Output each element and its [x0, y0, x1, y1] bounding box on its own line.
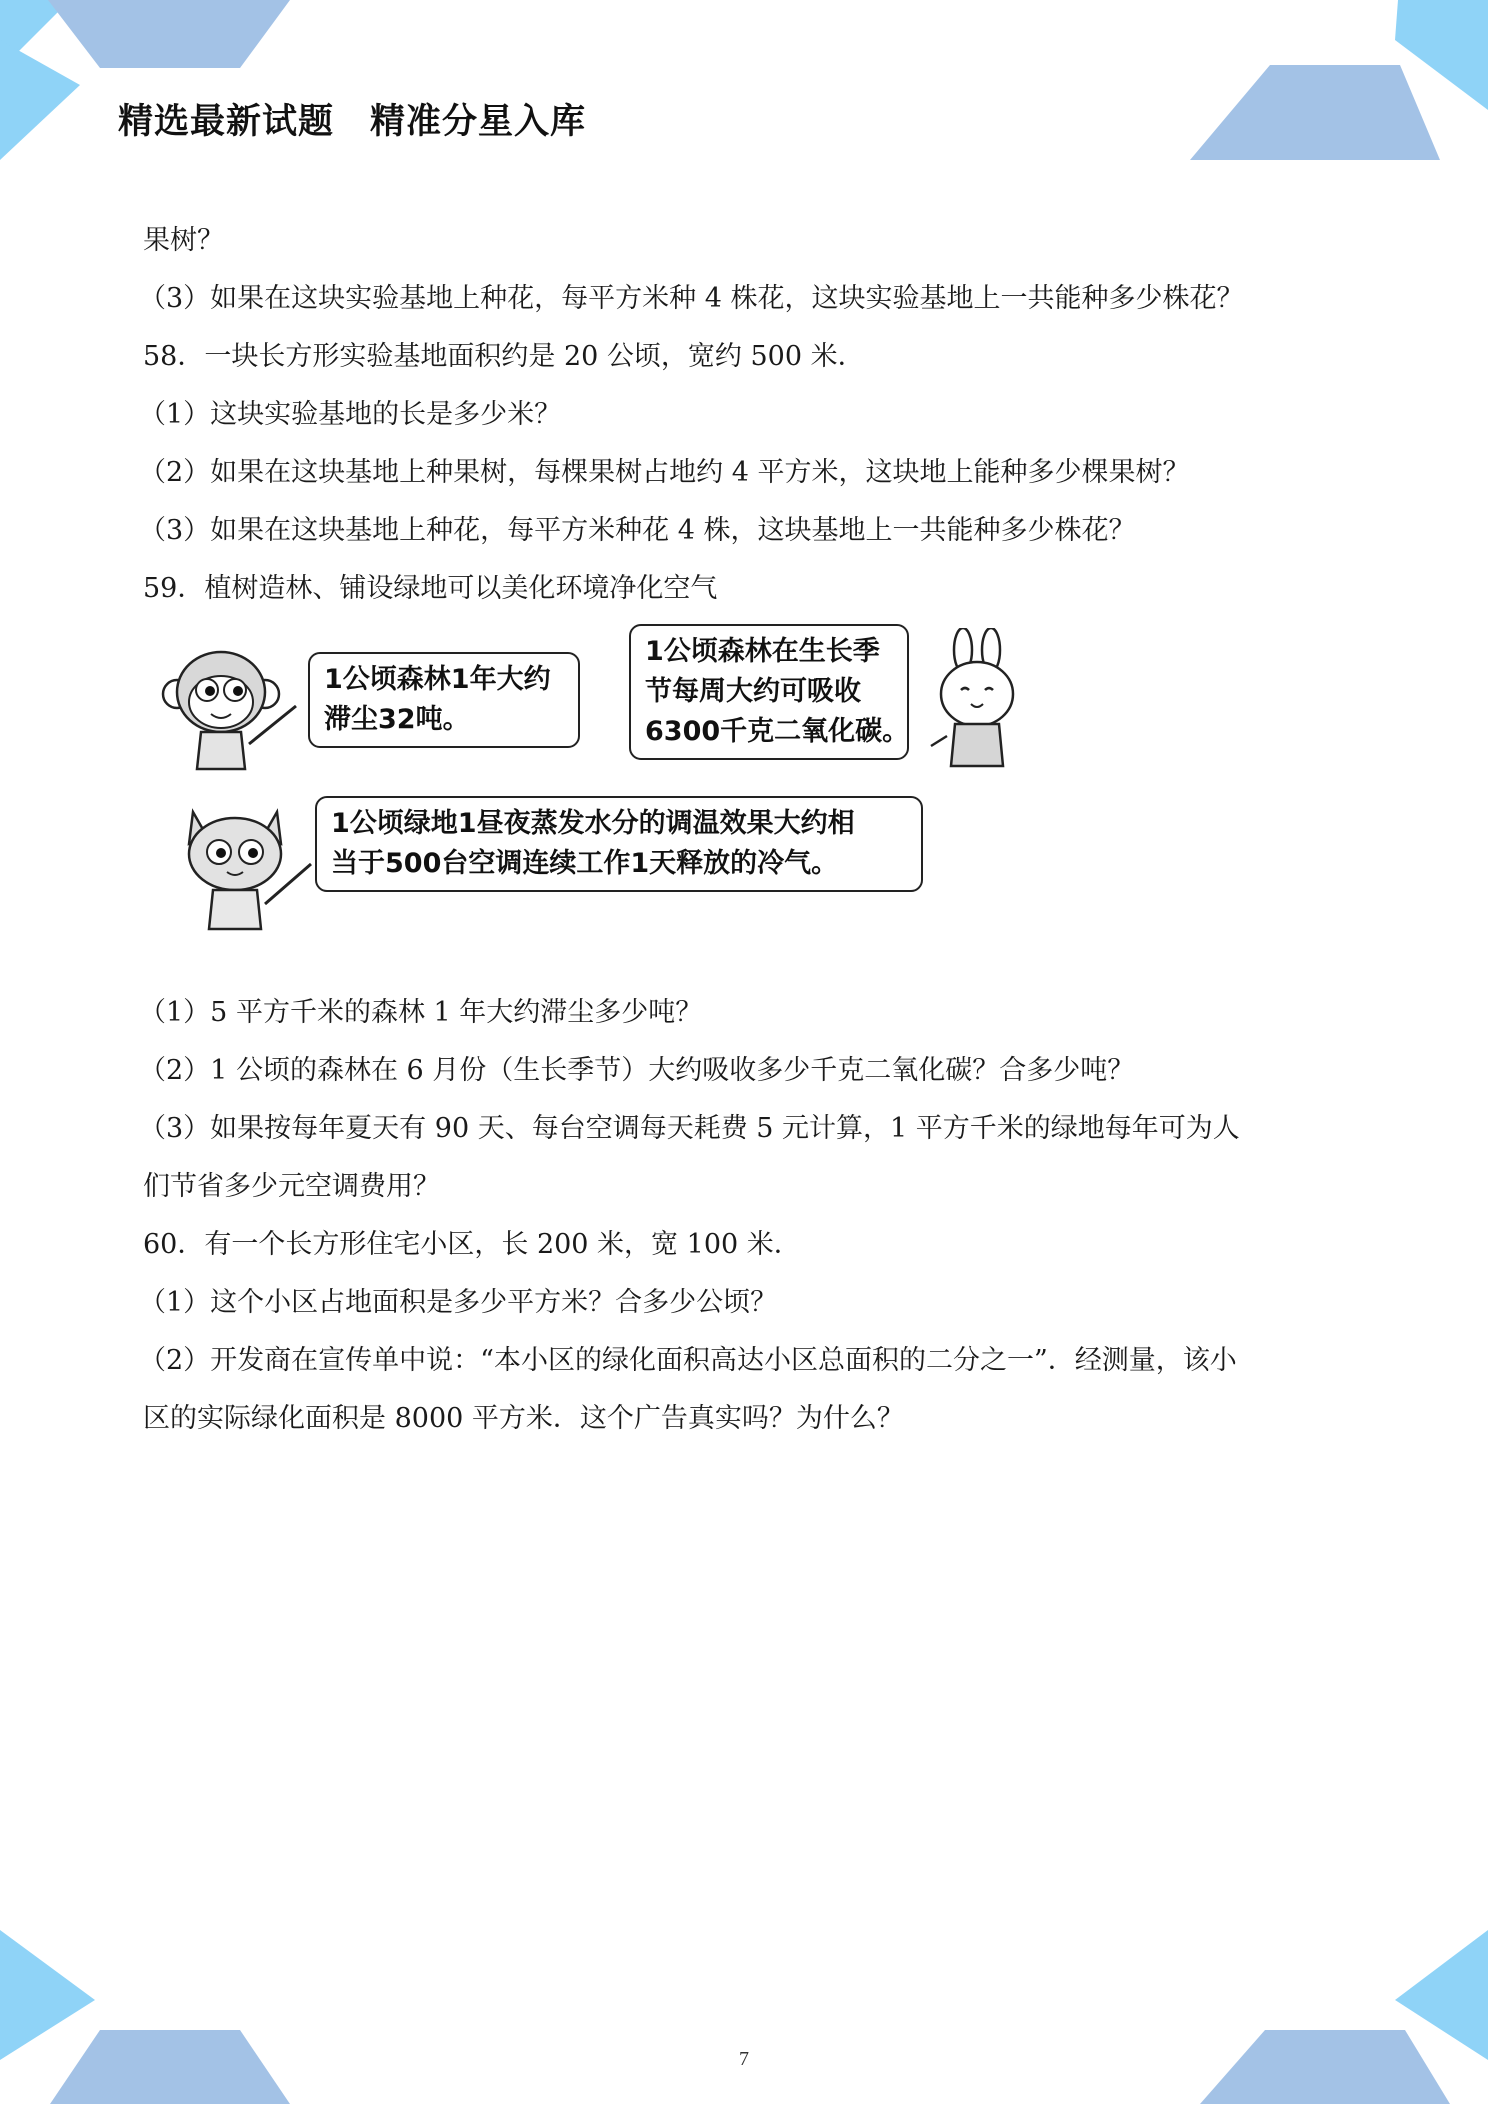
bubble-line: 6300千克二氧化碳。	[645, 716, 910, 747]
question-59-title: 59．植树造林、铺设绿地可以美化环境净化空气	[143, 573, 718, 604]
question-58-title: 58．一块长方形实验基地面积约是 20 公顷，宽约 500 米．	[143, 341, 865, 372]
speech-bubble-cat	[315, 796, 923, 892]
text-line: （1）这个小区占地面积是多少平方米？合多少公顷？	[139, 1287, 778, 1318]
text-line: （1）5 平方千米的森林 1 年大约滞尘多少吨？	[139, 997, 703, 1028]
bottom-left-decoration	[0, 1930, 300, 2104]
cartoon-illustration	[143, 624, 1353, 984]
cat-icon	[179, 804, 319, 934]
bubble-line: 滞尘32吨。	[324, 704, 470, 735]
bubble-line: 1公顷绿地1昼夜蒸发水分的调温效果大约相	[331, 808, 855, 839]
rabbit-icon	[925, 628, 1035, 770]
text-line: （2）如果在这块基地上种果树，每棵果树占地约 4 平方米，这块地上能种多少棵果树？	[139, 457, 1190, 488]
question-60-title: 60．有一个长方形住宅小区，长 200 米，宽 100 米．	[143, 1229, 801, 1260]
text-line: （3）如果在这块基地上种花，每平方米种花 4 株，这块基地上一共能种多少株花？	[139, 515, 1136, 546]
bubble-line: 节每周大约可吸收	[645, 676, 861, 707]
bubble-line: 1公顷森林在生长季	[645, 636, 880, 667]
text-line: （2）开发商在宣传单中说：“本小区的绿化面积高达小区总面积的二分之一”．经测量，该小	[139, 1345, 1237, 1376]
page-number: 7	[739, 2048, 749, 2070]
top-left-decoration	[0, 0, 300, 170]
text-line: 们节省多少元空调费用？	[143, 1171, 440, 1202]
text-line: （3）如果在这块实验基地上种花，每平方米种 4 株花，这块实验基地上一共能种多少株花？	[139, 283, 1244, 314]
text-line: 区的实际绿化面积是 8000 平方米．这个广告真实吗？为什么？	[143, 1403, 904, 1434]
bubble-line: 1公顷森林1年大约	[324, 664, 551, 695]
document-body	[139, 212, 1353, 1448]
page-title: 精选最新试题 精准分星入库	[118, 102, 587, 142]
bottom-right-decoration	[1150, 1930, 1488, 2104]
text-line: （2）1 公顷的森林在 6 月份（生长季节）大约吸收多少千克二氧化碳？合多少吨？	[139, 1055, 1135, 1086]
text-line: 果树？	[143, 225, 224, 256]
text-line: （1）这块实验基地的长是多少米？	[139, 399, 562, 430]
text-line: （3）如果按每年夏天有 90 天、每台空调每天耗费 5 元计算，1 平方千米的绿地每年可为人	[139, 1113, 1240, 1144]
top-right-decoration	[1170, 0, 1488, 165]
monkey-icon	[161, 644, 301, 774]
speech-bubble-rabbit	[629, 624, 909, 760]
speech-bubble-monkey	[308, 652, 580, 748]
bubble-line: 当于500台空调连续工作1天释放的冷气。	[331, 848, 839, 879]
